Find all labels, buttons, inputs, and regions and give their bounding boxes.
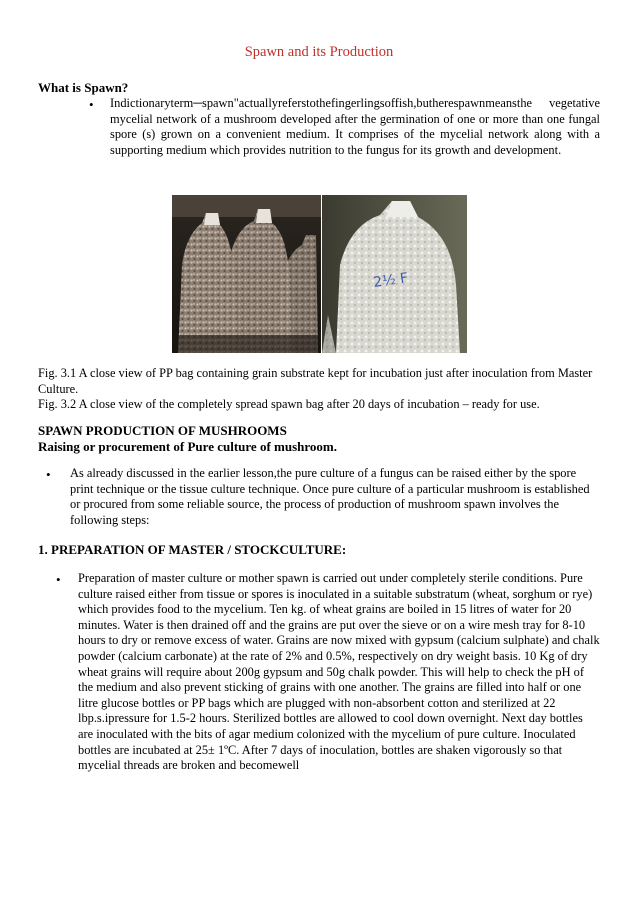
figure-caption-3-1: Fig. 3.1 A close view of PP bag containing grain substrate kept for incubation just after inoculation from Master Culture. — [38, 366, 593, 396]
bullet-marker: • — [46, 467, 51, 482]
photo-pp-bag-grain-substrate — [172, 195, 321, 353]
photo-completely-spread-spawn-bag — [322, 195, 467, 353]
bullet-marker: • — [56, 572, 61, 587]
bullet-marker: • — [89, 97, 94, 112]
bag-label-text: 2½ F — [372, 270, 410, 291]
page-title: Spawn and its Production — [244, 44, 394, 60]
figure-caption-3-2: Fig. 3.2 A close view of the completely spread spawn bag after 20 days of incubation – ready for use. — [38, 397, 540, 411]
subheading-pure-culture: Raising or procurement of Pure culture of mushroom. — [38, 439, 337, 454]
section-heading-spawn-production: SPAWN PRODUCTION OF MUSHROOMS — [38, 423, 287, 438]
section-heading-master-culture: 1. PREPARATION OF MASTER / STOCKCULTURE: — [38, 542, 347, 557]
spawn-definition-paragraph: Indictionaryterm─spawn"actuallyreferstothefingerlingsoffish,butherespawnmeansthe vegetative mycelial network of a mushroom developed after the germination of one or more than one fungal spore (s) grown on a convenient medium. It comprises of the mycelial network along with a supporting medium which provides nutrition to the fungus for its growth and development. — [110, 96, 600, 157]
master-culture-paragraph: Preparation of master culture or mother spawn is carried out under completely sterile conditions. Pure culture raised either from tissue or spores is inoculated in a suitable substratum (wheat, sorghum or rye) which provides food to the mycelium. Ten kg. of wheat grains are boiled in 15 litres of water for 20 minutes. Water is then drained off and the grains are put over the sieve or on a wire mesh tray for 8-10 hours to dry or remove excess of water. Grains are now mixed with gypsum (calcium sulphate) and chalk powder (calcium carbonate) at the rate of 2% and 0.5%, respectively on dry weight basis. 10 Kg of dry wheat grains will require about 200g gypsum and 50g chalk powder. This will help to check the pH of the medium and also prevent sticking of grains with one another. The grains are filled into half or one litre glucose bottles or PP bags which are plugged with non-absorbent cotton and sterilized at 22 lbp.s.ipressure for 1.5-2 hours. Sterilized bottles are allowed to cool down overnight. Next day bottles are inoculated with the bits of agar medium colonized with the mycelium of pure culture. Inoculated bottles are incubated at 25± 1ºC. After 7 days of inoculation, bottles are shaken vigorously so that mycelial threads are broken and becomewell — [78, 571, 600, 773]
pure-culture-paragraph: As already discussed in the earlier lesson,the pure culture of a fungus can be raised either by the spore print technique or the tissue culture technique. Once pure culture of a particular mushroom is established or procured from some reliable source, the process of production of mushroom spawn involves the following steps: — [70, 466, 590, 527]
section-heading-what-is-spawn: What is Spawn? — [38, 80, 129, 95]
